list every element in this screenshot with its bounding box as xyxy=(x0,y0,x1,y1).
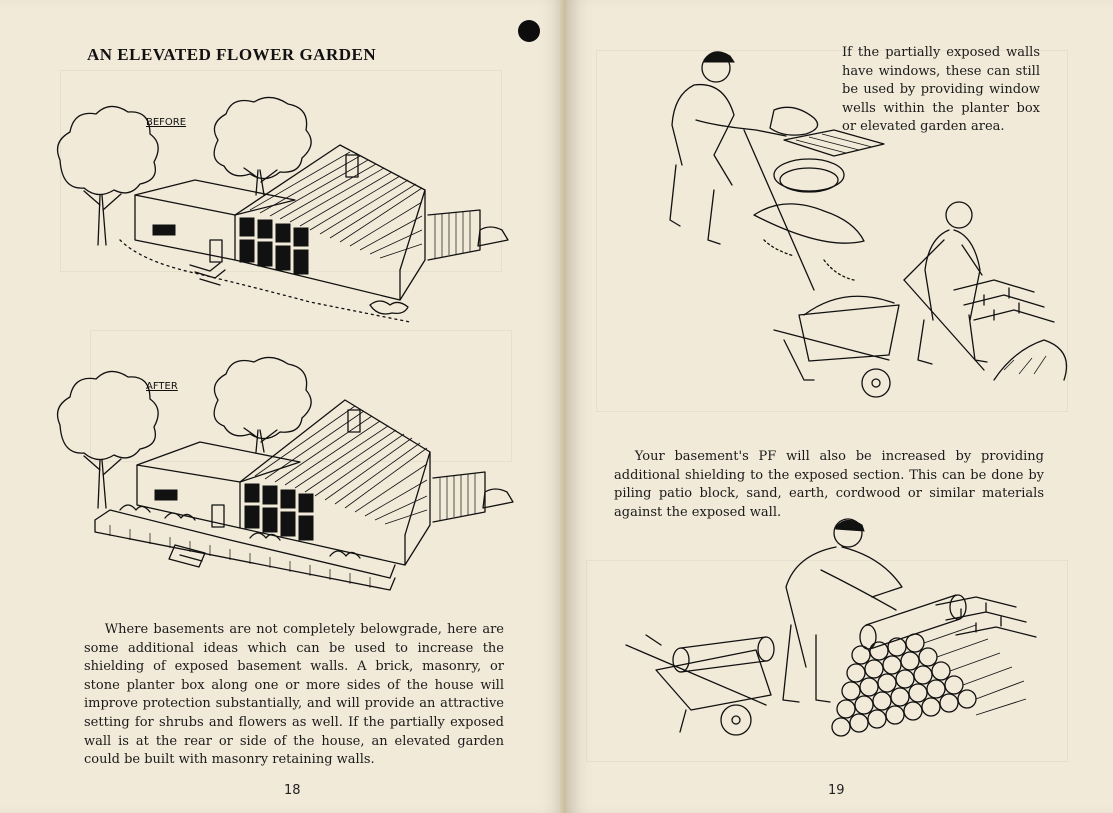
window-well xyxy=(774,130,884,192)
after-label: AFTER xyxy=(146,381,178,392)
right-paragraph: Your basement's PF will also be increased by providing additional shielding to the exposed section. This can be done by piling patio block, sand, earth, cordwood or similar materials against the exposed wall. xyxy=(614,449,1044,520)
dirt-pile xyxy=(754,204,864,280)
wheelbarrow-logs xyxy=(626,635,774,735)
tree-left-before xyxy=(58,106,159,245)
wheelbarrow-dirt xyxy=(774,296,899,397)
house-before-illustration xyxy=(50,100,530,325)
house-after-illustration xyxy=(50,360,530,590)
page-number-left: 18 xyxy=(284,783,301,798)
before-label: BEFORE xyxy=(146,117,187,128)
house-before xyxy=(120,145,508,322)
log-stack xyxy=(832,595,1026,736)
binder-hole-left xyxy=(518,20,540,42)
page-title: AN ELEVATED FLOWER GARDEN xyxy=(87,45,377,64)
right-page xyxy=(566,0,1113,813)
window-well-illustration xyxy=(624,40,1074,410)
tree-left-after xyxy=(58,371,159,508)
left-paragraph: Where basements are not completely belowgrade, here are some additional ideas which can be used to increase the shielding of exposed basement walls. A brick, masonry, or stone planter box along one or more sides of the house will improve protection substantially, and will provide an attractive setting for shrubs and flowers as well. If the partially exposed wall is at the rear or side of the house, an elevated garden could be built with masonry retaining walls. xyxy=(84,622,504,768)
page-number-right: 19 xyxy=(828,783,845,798)
man-with-wheelbarrow xyxy=(904,202,987,370)
right-caption-top: If the partially exposed walls have windows, these can still be used by providing window wells within the planter box or elevated garden area. xyxy=(842,45,1040,135)
cordwood-illustration xyxy=(616,515,1056,750)
tree-right-before xyxy=(214,97,311,195)
house-after xyxy=(95,400,513,590)
man-digging xyxy=(670,52,818,290)
